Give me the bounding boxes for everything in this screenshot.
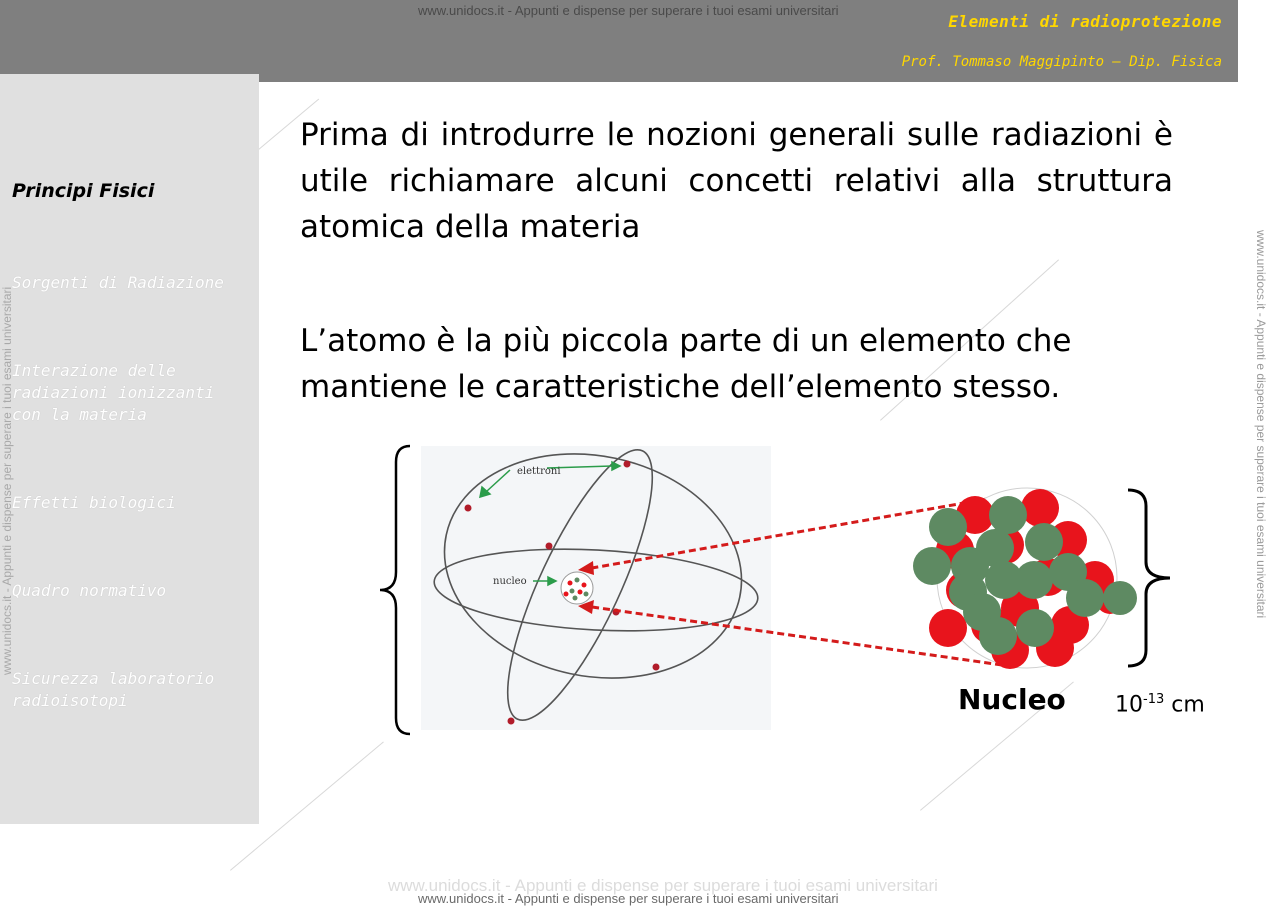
sidebar-item-sicurezza[interactable]: Sicurezza laboratorio radioisotopi — [12, 669, 215, 710]
watermark-faint: www.unidocs.it - Appunti e dispense per superare i tuoi esami universitari — [388, 876, 938, 895]
large-nucleus — [913, 488, 1137, 669]
size-unit: cm — [1164, 692, 1205, 718]
nucleus-label: Nucleo — [958, 683, 1066, 716]
sidebar-item-quadro[interactable]: Quadro normativo — [12, 581, 167, 600]
right-brace — [1128, 490, 1170, 666]
sidebar-item-principi-fisici[interactable]: Principi Fisici — [12, 180, 155, 202]
sidebar-item-sorgenti[interactable]: Sorgenti di Radiazione — [12, 273, 224, 292]
nucleus-small-label: nucleo — [493, 576, 527, 587]
header-subtitle: Prof. Tommaso Maggipinto – Dip. Fisica — [901, 54, 1222, 70]
intro-paragraph: Prima di introdurre le nozioni generali sulle radiazioni è utile richiamare alcuni concetti relativi alla struttura atomica della materia — [300, 117, 1173, 245]
nucleus-size-label — [1115, 692, 1205, 717]
electrons-label: elettroni — [517, 466, 561, 477]
watermark-bottom: www.unidocs.it - Appunti e dispense per superare i tuoi esami universitari — [418, 891, 839, 906]
size-base: 10 — [1115, 692, 1143, 718]
left-brace — [380, 446, 410, 734]
sidebar-item-interazione[interactable]: Interazione delle radiazioni ionizzanti con la materia — [12, 361, 215, 424]
watermark-top: www.unidocs.it - Appunti e dispense per superare i tuoi esami universitari — [418, 3, 839, 18]
atom-definition: L’atomo è la più piccola parte di un elemento che mantiene le caratteristiche dell’elemento stesso. — [300, 323, 1072, 405]
sidebar-item-effetti[interactable]: Effetti biologici — [12, 493, 176, 512]
size-exponent: -13 — [1143, 692, 1165, 707]
small-nucleus — [561, 572, 593, 604]
watermark-left: www.unidocs.it - Appunti e dispense per superare i tuoi esami universitari — [0, 286, 14, 675]
header-title: Elementi di radioprotezione — [948, 12, 1222, 31]
watermark-right: www.unidocs.it - Appunti e dispense per superare i tuoi esami universitari — [1254, 230, 1268, 619]
